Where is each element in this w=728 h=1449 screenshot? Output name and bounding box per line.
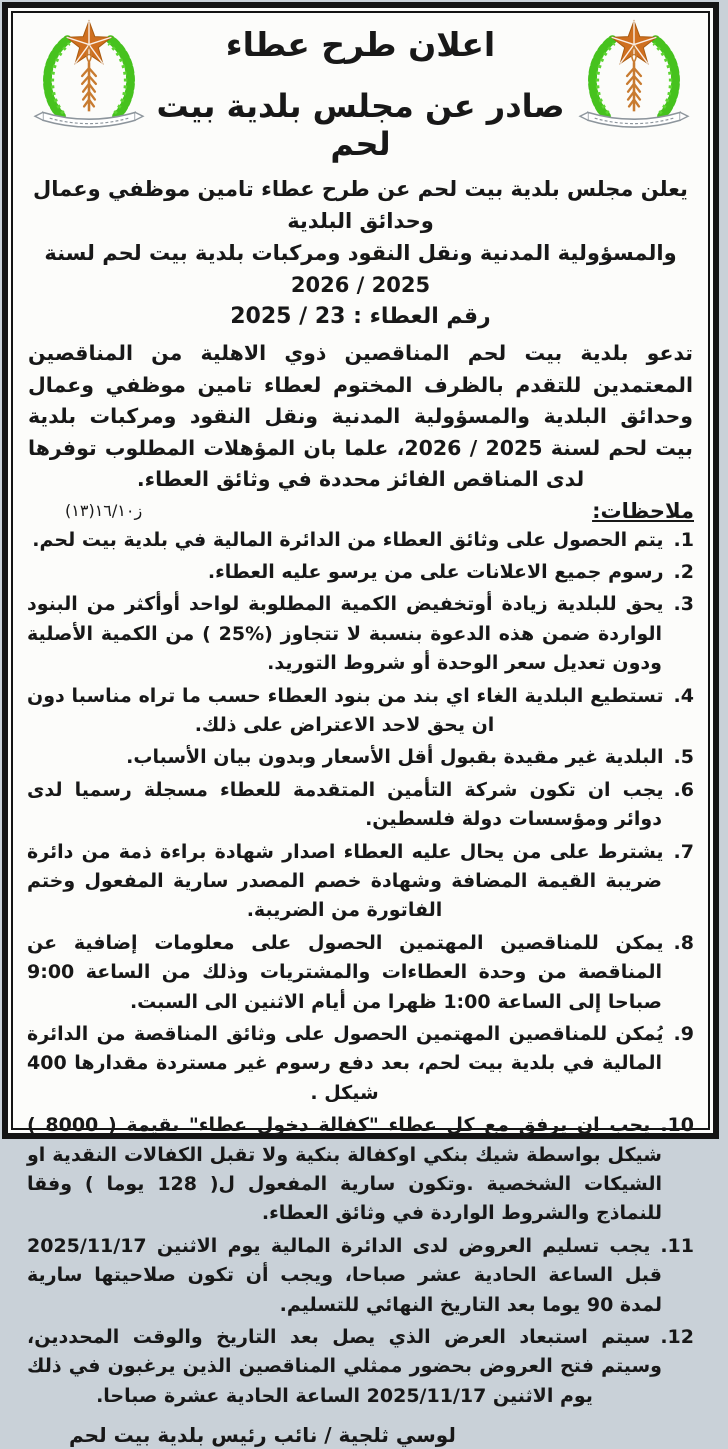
- note-item: [27, 526, 694, 555]
- note-item: [27, 929, 694, 1017]
- note-number: 11.: [660, 1234, 694, 1257]
- note-number: 5.: [673, 746, 694, 769]
- note-text: يجب تسليم العروض لدى الدائرة المالية يوم الاثنين 2025/11/17 قبل الساعة الحادية عشر صباحا، ويجب أن تكون صلاحيتها سارية لمدة 90 يوما بعد التاريخ النهائي للتسليم.: [27, 1234, 662, 1316]
- intro-line-1: يعلن مجلس بلدية بيت لحم عن طرح عطاء تامين موظفي وعمال وحدائق البلدية: [33, 177, 688, 233]
- note-item: [27, 743, 694, 772]
- note-text: سيتم استبعاد العرض الذي يصل بعد التاريخ والوقت المحددين، وسيتم فتح العروض بحضور ممثلي المناقصين الذين يرغبون في ذلك يوم الاثنين 2025/11/17 الساعة الحادية عشرة صباحا.: [27, 1326, 662, 1407]
- advert-outer-border: [2, 2, 719, 1448]
- advert-subtitle: صادر عن مجلس بلدية بيت لحم: [156, 87, 565, 163]
- notes-heading: ملاحظات:: [592, 498, 694, 523]
- note-item: [27, 1232, 694, 1320]
- title-block: [149, 19, 572, 163]
- municipality-emblem-icon: [574, 19, 694, 131]
- signature-line: لوسي ثلجية / نائب رئيس بلدية بيت لحم: [69, 1423, 456, 1448]
- note-text: يجب ان تكون شركة التأمين المتقدمة للعطاء مسجلة رسميا لدى دوائر ومؤسسات دولة فلسطين.: [27, 778, 664, 831]
- note-item: [27, 682, 694, 741]
- note-text: يحق للبلدية زيادة أوتخفيض الكمية المطلوبة لواحد أوأكثر من البنود الواردة ضمن هذه الدعوة بنسبة لا تتجاوز ⁦( 25%)⁩ من الكمية الأصلية ودون تعديل سعر الوحدة أو شروط التوريد.: [27, 593, 664, 675]
- note-item: [27, 776, 694, 835]
- note-text: البلدية غير مقيدة بقبول أقل الأسعار وبدون بيان الأسباب.: [126, 746, 664, 769]
- notes-list: [27, 526, 694, 1412]
- note-item: [27, 1020, 694, 1108]
- note-number: 8.: [673, 931, 694, 954]
- note-text: تستطيع البلدية الغاء اي بند من بنود العطاء حسب ما تراه مناسبا دون ان يحق لاحد الاعتراض على ذلك.: [27, 684, 664, 736]
- municipality-emblem-icon: [29, 19, 149, 131]
- tender-number: رقم العطاء : 23 / 2025: [230, 304, 491, 329]
- advert-body: [11, 11, 710, 1448]
- reference-code: ز١٦/١٠(١٣): [65, 501, 143, 520]
- note-number: 7.: [673, 840, 694, 863]
- note-number: 4.: [673, 684, 694, 707]
- note-text: يمكن للمناقصين المهتمين الحصول على معلومات إضافية عن المناقصة من وحدة العطاءات والمشتريات وذلك من الساعة 9:00 صباحا إلى الساعة 1:00 ظهرا من أيام الاثنين الى السبت.: [27, 931, 664, 1013]
- note-text: رسوم جميع الاعلانات على من يرسو عليه العطاء.: [207, 560, 664, 583]
- note-item: [27, 558, 694, 587]
- note-number: 1.: [673, 528, 694, 551]
- note-text: يُمكن للمناقصين المهتمين الحصول على وثائق المناقصة من الدائرة المالية في بلدية بيت لحم، بعد دفع رسوم غير مستردة مقدارها 400 شيكل .: [27, 1023, 664, 1104]
- invitation-paragraph: تدعو بلدية بيت لحم المناقصين ذوي الاهلية من المناقصين المعتمدين للتقدم بالظرف المختوم لعطاء تامين موظفي وعمال وحدائق البلدية والمسؤولية المدنية ونقل النقود ومركبات بلدية بيت لحم لسنة 2025 / 2026، علما بان المؤهلات المطلوب توفرها لدى المناقص الفائز محددة في وثائق العطاء.: [28, 341, 693, 491]
- note-number: 6.: [673, 778, 694, 801]
- note-item: [27, 1323, 694, 1411]
- note-text: يجب ان يرفق مع كل عطاء "كفالة دخول عطاء" بقيمة ( 8000 ) شيكل بواسطة شيك بنكي اوكفالة بنكية ولا تقبل الكفالات النقدية او الشيكات الشخصية .وتكون سارية المفعول ل( 128 يوما ) وفقا للنماذج والشروط الواردة في وثائق العطاء.: [27, 1114, 662, 1225]
- intro-line-2: والمسؤولية المدنية ونقل النقود ومركبات بلدية بيت لحم لسنة 2025 / 2026: [44, 241, 677, 297]
- note-item: [27, 590, 694, 678]
- note-item: [27, 838, 694, 926]
- note-number: 3.: [673, 593, 694, 616]
- intro-paragraph: [27, 173, 694, 333]
- note-number: 12.: [660, 1326, 694, 1349]
- note-number: 10.: [660, 1114, 694, 1137]
- note-item: [27, 1111, 694, 1229]
- advert-header: [27, 19, 694, 163]
- note-number: 2.: [673, 560, 694, 583]
- note-number: 9.: [673, 1023, 694, 1045]
- note-text: يشترط على من يحال عليه العطاء اصدار شهادة براءة ذمة من دائرة ضريبة القيمة المضافة وشهادة خصم المصدر سارية المفعول وختم الفاتورة من الضريبة.: [27, 840, 664, 922]
- notes-header-row: [27, 499, 694, 523]
- note-text: يتم الحصول على وثائق العطاء من الدائرة المالية في بلدية بيت لحم.: [32, 528, 664, 551]
- advert-title: اعلان طرح عطاء: [225, 25, 496, 64]
